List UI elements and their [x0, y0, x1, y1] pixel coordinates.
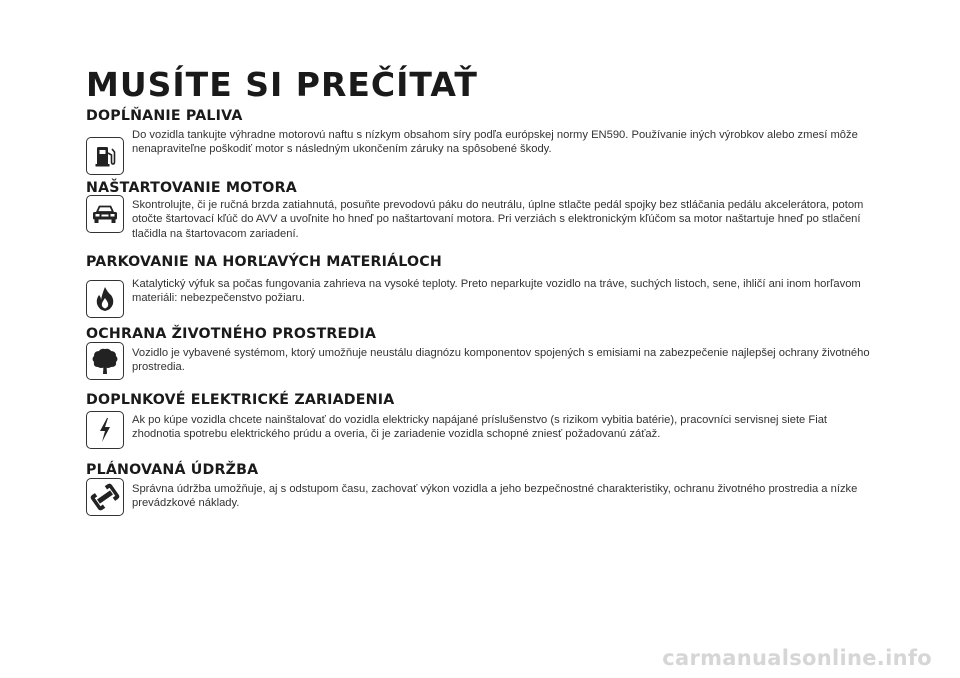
section-body: Katalytický výfuk sa počas fungovania zahrieva na vysoké teploty. Preto neparkujte vozidlo na tráve, suchých listoch, sene, ihličí ani inom horľavom materiáli: nebezpečenstvo požiaru. [132, 278, 861, 305]
section-heading: NAŠTARTOVANIE MOTORA [86, 180, 297, 196]
section-body: Správna údržba umožňuje, aj s odstupom času, zachovať výkon vozidla a jeho bezpečnostné charakteristiky, ochranu životného prostredia a nízke prevádzkové náklady. [132, 483, 858, 510]
fire-icon [86, 280, 124, 318]
section-engine-start [86, 179, 876, 240]
section-heading: DOPLNKOVÉ ELEKTRICKÉ ZARIADENIA [86, 392, 395, 408]
section-heading: PLÁNOVANÁ ÚDRŽBA [86, 462, 259, 478]
section-body: Skontrolujte, či je ručná brzda zatiahnutá, posuňte prevodovú páku do neutrálu, úplne stlačte pedál spojky bez stláčania pedálu akcelerátora, potom otočte štartovací kľúč do AVV a uvoľnite ho hneď po naštartovaní motora. Pri verziách s elektronickým kľúčom sa motor naštartuje hneď po stlačení tlačidla na štartovacom zariadení. [132, 199, 864, 240]
lightning-icon [86, 411, 124, 449]
section-environment [86, 325, 876, 374]
section-body: Do vozidla tankujte výhradne motorovú naftu s nízkym obsahom síry podľa európskej normy EN590. Používanie iných výrobkov alebo zmesí môže nenapraviteľne poškodiť motor s následným ukončením záruky na spôsobené škody. [132, 129, 858, 156]
section-maintenance [86, 461, 876, 510]
section-heading: DOPĹŇANIE PALIVA [86, 108, 243, 124]
fuel-pump-icon [86, 137, 124, 175]
section-parking-flammable [86, 253, 876, 305]
section-heading: OCHRANA ŽIVOTNÉHO PROSTREDIA [86, 326, 377, 342]
page-title: MUSÍTE SI PREČÍTAŤ [86, 65, 478, 104]
tree-icon [86, 342, 124, 380]
wrench-icon [86, 478, 124, 516]
watermark: carmanualsonline.info [662, 646, 932, 670]
section-heading: PARKOVANIE NA HORĽAVÝCH MATERIÁLOCH [86, 254, 442, 270]
section-body: Ak po kúpe vozidla chcete nainštalovať do vozidla elektricky napájané príslušenstvo (s rizikom vybitia batérie), pracovníci servisnej siete Fiat zhodnotia spotrebu elektrického prúdu a overia, či je zariadenie vozidla schopné zniesť požadovanú záťaž. [132, 414, 828, 441]
section-body: Vozidlo je vybavené systémom, ktorý umožňuje neustálu diagnózu komponentov spojených s emisiami na zabezpečenie najlepšej ochrany životného prostredia. [132, 347, 870, 374]
section-electrical-devices [86, 391, 876, 441]
car-icon [86, 195, 124, 233]
section-refueling [86, 107, 876, 156]
